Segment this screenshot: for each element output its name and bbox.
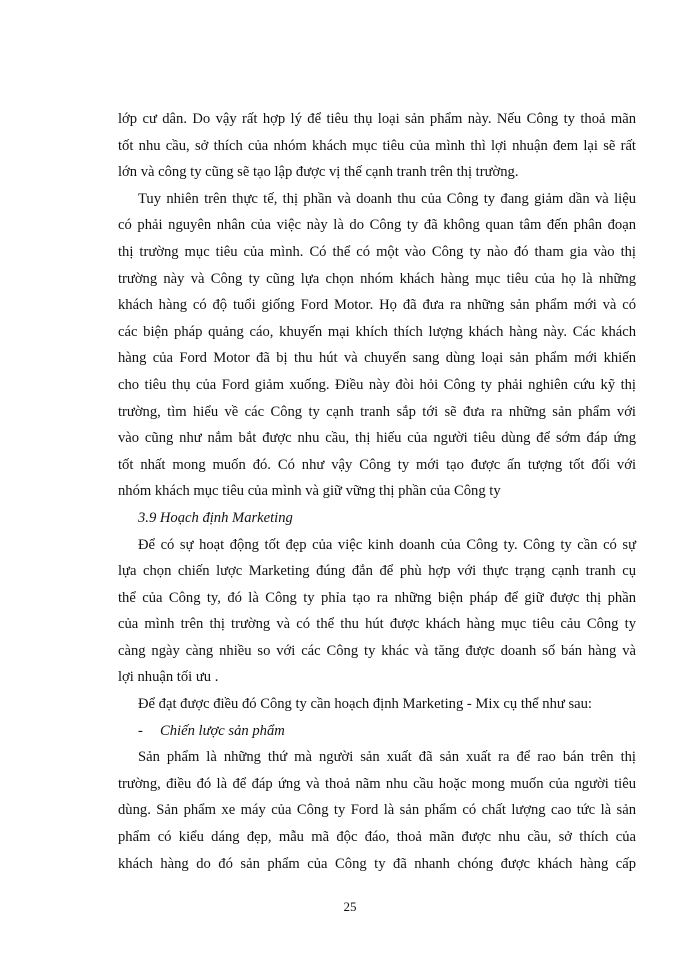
bullet-dash: - xyxy=(138,722,143,739)
text-line: lợi nhuận tối ưu . xyxy=(118,669,219,686)
text-line: lớp cư dân. Do vậy rất hợp lý để tiêu thụ loại sản phẩm này. Nếu Công ty thoả mãn xyxy=(118,111,636,127)
text-line: Để có sự hoạt động tốt đẹp của việc kinh doanh của Công ty. Công ty cần có sự xyxy=(138,536,636,553)
paragraph-5 xyxy=(118,744,636,877)
text-line: lựa chọn chiến lược Marketing đúng đắn để phù hợp với thực trạng cạnh tranh cụ xyxy=(118,563,636,580)
text-line: Tuy nhiên trên thực tế, thị phần và doanh thu của Công ty đang giảm dần và liệu xyxy=(138,190,636,207)
document-body xyxy=(118,106,636,877)
text-line: vào cũng như nắm bắt được nhu cầu, thị hiếu của người tiêu dùng để sớm đáp ứng xyxy=(118,430,636,447)
paragraph-1 xyxy=(118,106,636,186)
text-line: khách hàng do đó sản phẩm của Công ty đã nhanh chóng được khách hàng cấp xyxy=(118,855,636,872)
text-line: Để đạt được điều đó Công ty cần hoạch định Marketing - Mix cụ thể như sau: xyxy=(138,696,592,713)
text-line: hàng của Ford Motor đã bị thu hút và chuyển sang dùng loại sản phẩm mới khiến xyxy=(118,350,636,367)
bullet-item xyxy=(118,718,636,745)
text-line: của mình trên thị trường và có thể thu hút được khách hàng mục tiêu cảu Công ty xyxy=(118,616,636,633)
text-line: tốt nhất mong muốn đó. Có như vậy Công ty mới tạo được ấn tượng tốt đối với xyxy=(118,456,636,473)
paragraph-2 xyxy=(118,186,636,505)
text-line: thể của Công ty, đó là Công ty phỉa tạo ra những biện pháp để giữ được thị phần xyxy=(118,589,636,606)
bullet-label: Chiến lược sản phẩm xyxy=(160,722,285,739)
text-line: càng ngày càng nhiều so với các Công ty khác và tăng được doanh số bán hàng và xyxy=(118,642,636,659)
text-line: lớn và công ty cũng sẽ tạo lập được vị thế cạnh tranh trên thị trường. xyxy=(118,164,519,181)
text-line: trường, điều đó là để đáp ứng và thoả nãm nhu cầu hoặc mong muốn của người tiêu xyxy=(118,775,636,792)
section-heading: 3.9 Hoạch định Marketing xyxy=(138,509,293,526)
text-line: nhóm khách mục tiêu của mình và giữ vững thị phần của Công ty xyxy=(118,483,501,500)
text-line: phẩm có kiểu dáng đẹp, mẫu mã độc đáo, thoả mãn được nhu cầu, sở thích của xyxy=(118,829,636,846)
text-line: tốt nhu cầu, sở thích của nhóm khách mục tiêu của mình thì lợi nhuận đem lại sẽ rất xyxy=(118,137,636,154)
text-line: có phải nguyên nhân của việc này là do Công ty đã không quan tâm đến phân đoạn xyxy=(118,217,636,234)
text-line: thị trường mục tiêu của mình. Có thể có một vào Công ty nào đó tham gia vào thị xyxy=(118,243,636,260)
text-line: Sản phẩm là những thứ mà người sản xuất đã sản xuất ra để rao bán trên thị xyxy=(138,749,636,766)
paragraph-3 xyxy=(118,532,636,692)
text-line: cho tiêu thụ của Ford giảm xuống. Điều này đòi hỏi Công ty phải nghiên cứu kỹ thị xyxy=(118,376,636,393)
page-number: 25 xyxy=(343,899,357,914)
text-line: trường này và Công ty cũng lựa chọn nhóm khách hàng mục tiêu của họ là những xyxy=(118,270,636,287)
text-line: các biện pháp quảng cáo, khuyến mại khích thích lượng khách hàng này. Các khách xyxy=(118,323,636,340)
text-line: trường, tìm hiểu về các Công ty cạnh tranh sắp tới sẽ đưa ra những sản phẩm với xyxy=(118,403,636,420)
text-line: khách hàng có độ tuổi giống Ford Motor. Họ đã đưa ra những sản phẩm mới và có xyxy=(118,297,636,314)
paragraph-4 xyxy=(118,691,636,718)
text-line: dùng. Sản phẩm xe máy của Công ty Ford là sản phẩm có chất lượng cao tức là sản xyxy=(118,802,636,819)
